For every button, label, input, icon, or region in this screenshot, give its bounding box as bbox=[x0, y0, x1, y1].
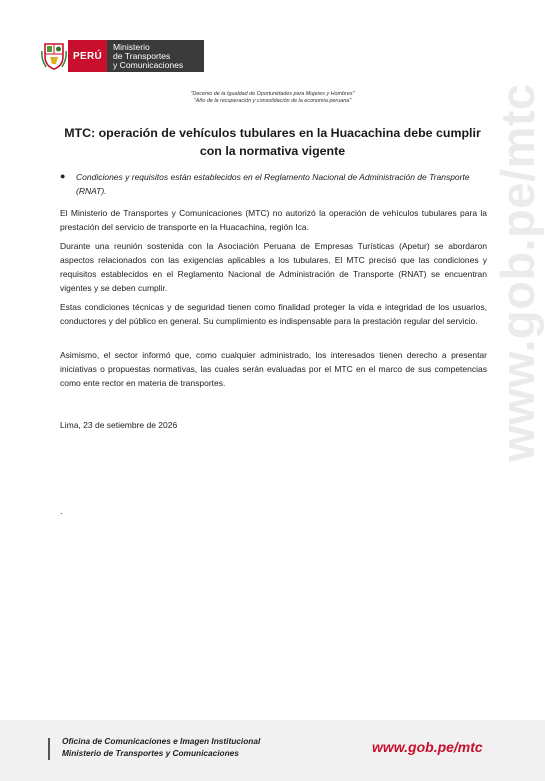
decenio-text bbox=[0, 91, 545, 104]
summary-bullet bbox=[60, 170, 490, 198]
footer-office-line-2: Ministerio de Transportes y Comunicaciones bbox=[62, 747, 239, 758]
paragraph-2: Durante una reunión sostenida con la Asociación Peruana de Empresas Turísticas (Apetur) se abordaron aspectos relacionados con las exigencias aplicables a los tubulares. El MTC precisó que las condiciones y requisitos establecidos en el Reglamento Nacional de Administración de Transporte (RNAT) se encuentran vigentes y se deben cumplir. bbox=[60, 241, 487, 293]
decenio-line-1: "Decenio de la Igualdad de Oportunidades para Mujeres y Hombres" bbox=[190, 91, 355, 97]
footer-office bbox=[62, 736, 260, 759]
paragraph-4: Asimismo, el sector informó que, como cualquier administrado, los interesados tienen derecho a presentar iniciativas o propuestas normativas, las cuales serán evaluadas por el MTC en el marco de sus competencias como ente rector en materia de transportes. bbox=[60, 350, 487, 388]
ministry-line-2: de Transportes bbox=[112, 50, 171, 61]
trailing-dot: . bbox=[60, 506, 63, 516]
ministry-line-3: y Comunicaciones bbox=[112, 59, 184, 70]
paragraph-3: Estas condiciones técnicas y de seguridad tienen como finalidad proteger la vida e integridad de los usuarios, conductores y del público en general. Su cumplimiento es indispensable para la prestación regular del servicio. bbox=[60, 302, 487, 326]
footer-divider bbox=[48, 738, 50, 760]
decenio-line-2: "Año de la recuperación y consolidación de la economía peruana" bbox=[193, 97, 352, 104]
peru-coat-of-arms-icon bbox=[40, 40, 68, 72]
paragraph-1: El Ministerio de Transportes y Comunicaciones (MTC) no autorizó la operación de vehículos tubulares para la prestación del servicio de transporte en la Huacachina, región Ica. bbox=[60, 208, 487, 232]
bullet-text: Condiciones y requisitos están establecidos en el Reglamento Nacional de Administración de Transporte (RNAT). bbox=[76, 172, 470, 196]
peru-label: PERÚ bbox=[68, 40, 107, 72]
ministry-logo bbox=[40, 40, 204, 72]
ministry-line-1: Ministerio bbox=[112, 41, 150, 52]
footer-url-link[interactable]: www.gob.pe/mtc bbox=[372, 739, 483, 755]
bullet-icon: ● bbox=[60, 171, 66, 181]
dateline: Lima, 23 de setiembre de 2026 bbox=[60, 420, 178, 430]
footer-office-line-1: Oficina de Comunicaciones e Imagen Institucional bbox=[62, 736, 261, 746]
page-title: MTC: operación de vehículos tubulares en la Huacachina debe cumplir con la normativa vigente bbox=[64, 126, 481, 158]
ministry-name bbox=[107, 40, 204, 72]
watermark-url: www.gob.pe/mtc bbox=[491, 83, 544, 462]
